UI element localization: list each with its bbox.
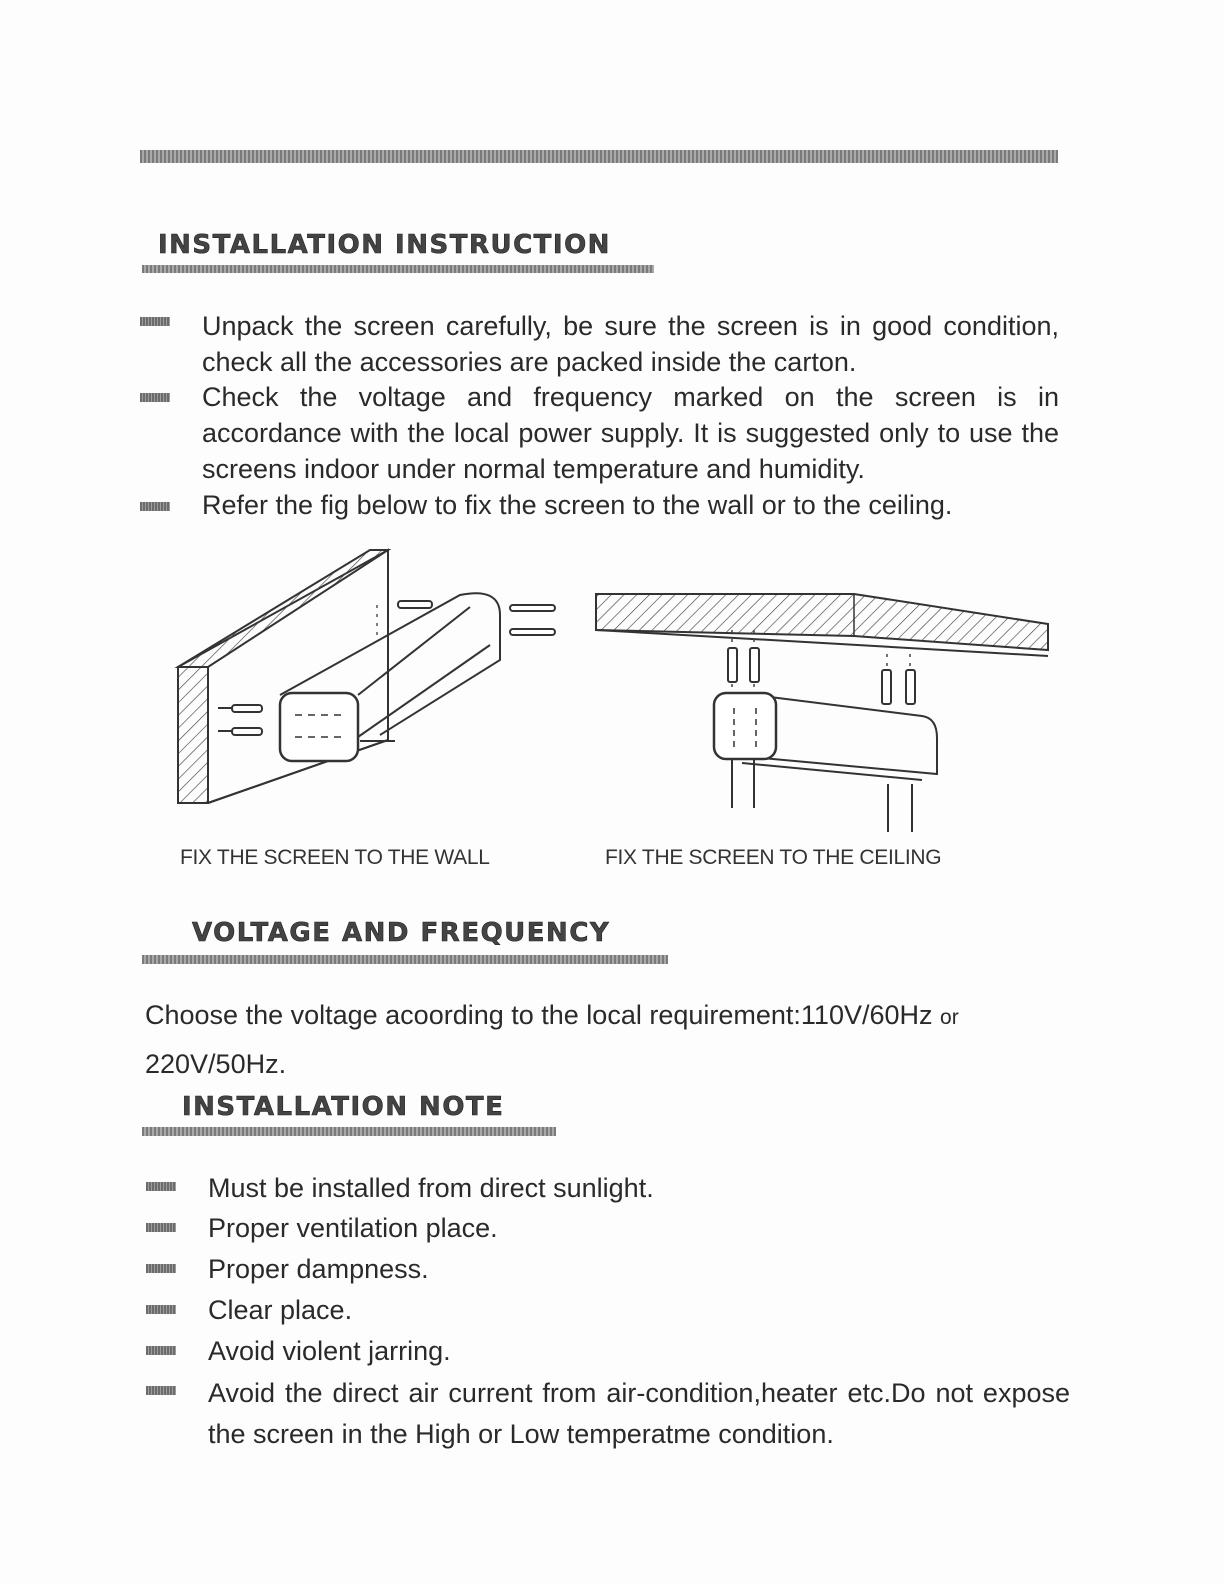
bullet-icon [146,1264,176,1273]
voltage-text [145,992,1075,1087]
wall-figure-caption: FIX THE SCREEN TO THE WALL [180,846,490,869]
bullet-icon [146,1223,176,1232]
bullet-icon [146,1182,176,1191]
note-item: Proper dampness. [208,1254,429,1284]
note-item: Avoid violent jarring. [208,1336,451,1366]
note-item: Clear place. [208,1295,353,1325]
top-divider [140,150,1058,163]
bullet-icon [140,393,170,402]
note-item: Proper ventilation place. [208,1213,498,1243]
bullet-icon [146,1346,176,1355]
voltage-text-main: Choose the voltage acoording to the local requirement:110V/60Hz [145,1000,933,1030]
installation-instruction-heading: INSTALLATION INSTRUCTION [158,230,611,260]
instruction-item: Refer the fig below to fix the screen to the wall or to the ceiling. [202,490,953,520]
wall-mount-figure [170,545,590,815]
voltage-frequency-underline [142,955,668,964]
bullet-icon [146,1386,176,1395]
installation-instruction-underline [142,265,654,273]
installation-note-underline [142,1127,556,1136]
ceiling-mount-figure [592,588,1062,838]
note-item: Avoid the direct air current from air-condition,heater etc.Do not expose the screen in the High or Low temperatme condition. [208,1378,1070,1449]
voltage-text-or: or [940,1006,959,1029]
bullet-icon [146,1305,176,1314]
note-item: Must be installed from direct sunlight. [208,1173,654,1203]
instruction-item: Unpack the screen carefully, be sure the screen is in good condition, check all the accessories are packed inside the carton. [202,311,1059,377]
instruction-item: Check the voltage and frequency marked on the screen is in accordance with the local power supply. It is suggested only to use the screens indoor under normal temperature and humidity. [202,382,1059,484]
bullet-icon [140,317,170,326]
ceiling-figure-caption: FIX THE SCREEN TO THE CEILING [605,846,942,869]
voltage-text-line2: 220V/50Hz. [145,1049,287,1079]
voltage-frequency-heading: VOLTAGE AND FREQUENCY [192,918,611,948]
installation-note-heading: INSTALLATION NOTE [182,1092,505,1122]
bullet-icon [140,502,170,511]
